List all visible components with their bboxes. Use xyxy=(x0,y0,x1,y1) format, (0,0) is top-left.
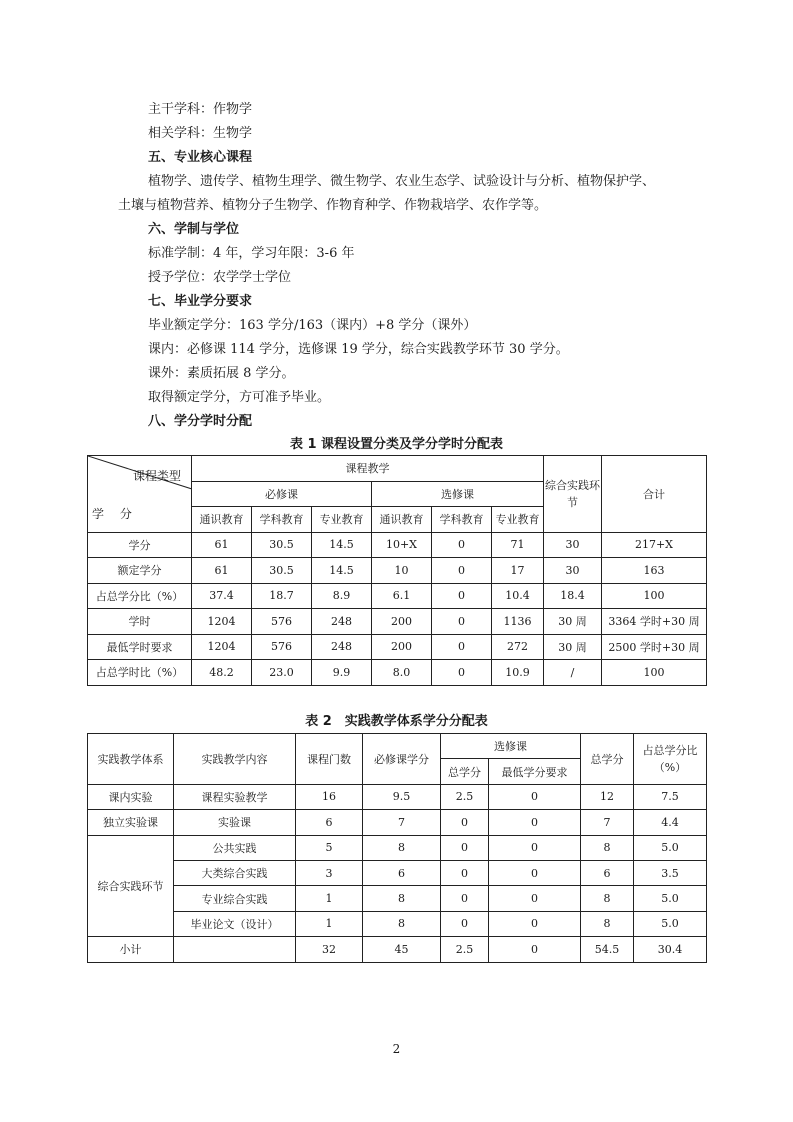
table-cell: 30.5 xyxy=(252,532,312,558)
table-cell: 1204 xyxy=(192,634,252,660)
table-cell: 0 xyxy=(432,634,492,660)
table1-sub-header: 学科教育 xyxy=(432,507,492,533)
table-cell: 学分 xyxy=(88,532,192,558)
table1-elective-header: 选修课 xyxy=(372,481,544,507)
table-cell: 8 xyxy=(363,911,441,936)
table-cell: 0 xyxy=(489,886,581,911)
table-cell: 1204 xyxy=(192,609,252,635)
table-cell: 217+X xyxy=(602,532,707,558)
section-heading-5: 五、专业核心课程 xyxy=(148,150,253,165)
table-row xyxy=(88,583,707,609)
table-cell: 2.5 xyxy=(441,784,489,809)
table-cell: 5.0 xyxy=(634,835,707,860)
related-discipline: 相关学科：生物学 xyxy=(148,126,253,141)
table1-practice-header: 综合实践环节 xyxy=(544,456,602,533)
table-cell: 61 xyxy=(192,558,252,584)
table-cell: 0 xyxy=(441,886,489,911)
table-cell: 6 xyxy=(296,810,363,835)
study-length: 标准学制：4 年，学习年限：3-6 年 xyxy=(148,246,355,261)
table-cell: 0 xyxy=(441,835,489,860)
table-cell: 占总学时比（%） xyxy=(88,660,192,686)
table2-count-header: 课程门数 xyxy=(296,734,363,785)
table-cell: 实验课 xyxy=(174,810,296,835)
table-cell: 7.5 xyxy=(634,784,707,809)
table-cell: 5.0 xyxy=(634,911,707,936)
table-cell: 5.0 xyxy=(634,886,707,911)
table-cell: 课内实验 xyxy=(88,784,174,809)
table-cell: 18.4 xyxy=(544,583,602,609)
table1-caption: 表 1 课程设置分类及学分学时分配表 xyxy=(289,437,504,452)
section-heading-7: 七、毕业学分要求 xyxy=(148,294,253,309)
table-row xyxy=(88,860,707,885)
table-cell: 7 xyxy=(363,810,441,835)
table-cell: 48.2 xyxy=(192,660,252,686)
table1-sub-header: 专业教育 xyxy=(492,507,544,533)
table-cell: 8 xyxy=(363,886,441,911)
table-cell: 17 xyxy=(492,558,544,584)
table-cell: 8 xyxy=(363,835,441,860)
table-row xyxy=(88,532,707,558)
table-row xyxy=(88,835,707,860)
table-cell: 0 xyxy=(432,660,492,686)
table-cell: 100 xyxy=(602,583,707,609)
table-cell: 32 xyxy=(296,937,363,962)
table-cell: 3.5 xyxy=(634,860,707,885)
table1-total-header: 合计 xyxy=(602,456,707,533)
table-cell: 30 xyxy=(544,558,602,584)
table-cell: 30.4 xyxy=(634,937,707,962)
core-courses-line-2: 土壤与植物营养、植物分子生物学、作物育种学、作物栽培学、农作学等。 xyxy=(118,198,548,213)
table1-course-header: 课程教学 xyxy=(192,456,544,482)
table1-corner-top: 课程类型 xyxy=(132,469,181,483)
table-cell: 30 周 xyxy=(544,634,602,660)
table-cell: 10 xyxy=(372,558,432,584)
table-cell: 1 xyxy=(296,911,363,936)
table-cell: 独立实验课 xyxy=(88,810,174,835)
table-cell: 0 xyxy=(489,860,581,885)
table-cell: 10+X xyxy=(372,532,432,558)
table-cell: 额定学分 xyxy=(88,558,192,584)
credit-req-4: 取得额定学分，方可准予毕业。 xyxy=(148,390,331,405)
degree: 授予学位：农学学士学位 xyxy=(148,270,292,285)
table-cell: 0 xyxy=(489,810,581,835)
table-cell: 0 xyxy=(432,558,492,584)
table-cell: 8.0 xyxy=(372,660,432,686)
table1-required-header: 必修课 xyxy=(192,481,372,507)
table-cell: 576 xyxy=(252,634,312,660)
table-cell: 占总学分比（%） xyxy=(88,583,192,609)
table-cell: 大类综合实践 xyxy=(174,860,296,885)
table-cell: 45 xyxy=(363,937,441,962)
table-cell: 0 xyxy=(441,860,489,885)
table-row xyxy=(88,886,707,911)
table2-total-header: 总学分 xyxy=(581,734,634,785)
table-cell: 272 xyxy=(492,634,544,660)
table-cell: 576 xyxy=(252,609,312,635)
table-cell: 248 xyxy=(312,634,372,660)
table-cell: 0 xyxy=(489,937,581,962)
section-heading-8: 八、学分学时分配 xyxy=(148,414,253,429)
table-cell: 100 xyxy=(602,660,707,686)
table-cell: 5 xyxy=(296,835,363,860)
table-cell: 54.5 xyxy=(581,937,634,962)
table-cell: 18.7 xyxy=(252,583,312,609)
table-cell: 8 xyxy=(581,911,634,936)
table1-sub-header: 专业教育 xyxy=(312,507,372,533)
table-cell: 学时 xyxy=(88,609,192,635)
table2-group-label: 综合实践环节 xyxy=(88,835,174,937)
major-discipline: 主干学科：作物学 xyxy=(148,102,253,117)
table-row xyxy=(88,634,707,660)
core-courses-line-1: 植物学、遗传学、植物生理学、微生物学、农业生态学、试验设计与分析、植物保护学、 xyxy=(148,174,656,189)
table-row xyxy=(88,937,707,962)
credit-req-1: 毕业额定学分：163 学分/163（课内）+8 学分（课外） xyxy=(148,318,477,333)
table-cell: 30.5 xyxy=(252,558,312,584)
table-cell: 200 xyxy=(372,609,432,635)
table-cell: 200 xyxy=(372,634,432,660)
table2-caption: 表 2 实践教学体系学分分配表 xyxy=(305,714,488,729)
table-cell: 毕业论文（设计） xyxy=(174,911,296,936)
table-cell: 10.4 xyxy=(492,583,544,609)
table2-ratio-header: 占总学分比（%） xyxy=(634,734,707,785)
table-row xyxy=(88,558,707,584)
table-cell: 7 xyxy=(581,810,634,835)
table1-corner xyxy=(88,456,192,533)
page-number: 2 xyxy=(392,1042,401,1056)
table1-sub-header: 学科教育 xyxy=(252,507,312,533)
table-row xyxy=(88,810,707,835)
table1-sub-header: 通识教育 xyxy=(372,507,432,533)
table-cell: 3 xyxy=(296,860,363,885)
table-cell: 23.0 xyxy=(252,660,312,686)
table-cell: 8.9 xyxy=(312,583,372,609)
table-cell: 30 周 xyxy=(544,609,602,635)
credit-distribution-table xyxy=(87,455,707,686)
table-cell: 0 xyxy=(432,583,492,609)
table-cell: 0 xyxy=(489,835,581,860)
table-row xyxy=(88,784,707,809)
table-cell: 248 xyxy=(312,609,372,635)
table2-system-header: 实践教学体系 xyxy=(88,734,174,785)
table-cell: 30 xyxy=(544,532,602,558)
section-heading-6: 六、学制与学位 xyxy=(148,222,240,237)
table-row xyxy=(88,911,707,936)
table-cell: 0 xyxy=(432,609,492,635)
table-cell: 71 xyxy=(492,532,544,558)
table-cell: 0 xyxy=(432,532,492,558)
table-row xyxy=(88,660,707,686)
table-cell: 2500 学时+30 周 xyxy=(602,634,707,660)
table-cell: 61 xyxy=(192,532,252,558)
table-cell: 4.4 xyxy=(634,810,707,835)
table1-sub-header: 通识教育 xyxy=(192,507,252,533)
table-cell: 2.5 xyxy=(441,937,489,962)
table-cell: 14.5 xyxy=(312,558,372,584)
table-cell: 9.9 xyxy=(312,660,372,686)
table-cell: 8 xyxy=(581,886,634,911)
table-cell: 0 xyxy=(489,784,581,809)
table-cell: 0 xyxy=(489,911,581,936)
table-cell xyxy=(174,937,296,962)
table-cell: / xyxy=(544,660,602,686)
table-row xyxy=(88,609,707,635)
table2-elective-header: 选修课 xyxy=(441,734,581,759)
table-cell: 16 xyxy=(296,784,363,809)
table-cell: 3364 学时+30 周 xyxy=(602,609,707,635)
table-cell: 9.5 xyxy=(363,784,441,809)
table-cell: 最低学时要求 xyxy=(88,634,192,660)
table-cell: 8 xyxy=(581,835,634,860)
table-cell: 课程实验教学 xyxy=(174,784,296,809)
table-cell: 1 xyxy=(296,886,363,911)
table-cell: 0 xyxy=(441,911,489,936)
table-cell: 1136 xyxy=(492,609,544,635)
table-cell: 公共实践 xyxy=(174,835,296,860)
table-cell: 6.1 xyxy=(372,583,432,609)
table-cell: 0 xyxy=(441,810,489,835)
table-cell: 163 xyxy=(602,558,707,584)
table-cell: 6 xyxy=(581,860,634,885)
table2-min-req-header: 最低学分要求 xyxy=(489,759,581,784)
practice-credit-table xyxy=(87,733,707,963)
table-cell: 12 xyxy=(581,784,634,809)
table2-content-header: 实践教学内容 xyxy=(174,734,296,785)
table-cell: 专业综合实践 xyxy=(174,886,296,911)
table-cell: 6 xyxy=(363,860,441,885)
credit-req-3: 课外：素质拓展 8 学分。 xyxy=(148,366,295,381)
table2-elective-total-header: 总学分 xyxy=(441,759,489,784)
table1-corner-bottom: 学 分 xyxy=(92,506,138,521)
table2-subtotal-label: 小计 xyxy=(88,937,174,962)
table-cell: 10.9 xyxy=(492,660,544,686)
table-cell: 37.4 xyxy=(192,583,252,609)
table2-required-header: 必修课学分 xyxy=(363,734,441,785)
table-cell: 14.5 xyxy=(312,532,372,558)
credit-req-2: 课内：必修课 114 学分，选修课 19 学分，综合实践教学环节 30 学分。 xyxy=(148,342,569,357)
